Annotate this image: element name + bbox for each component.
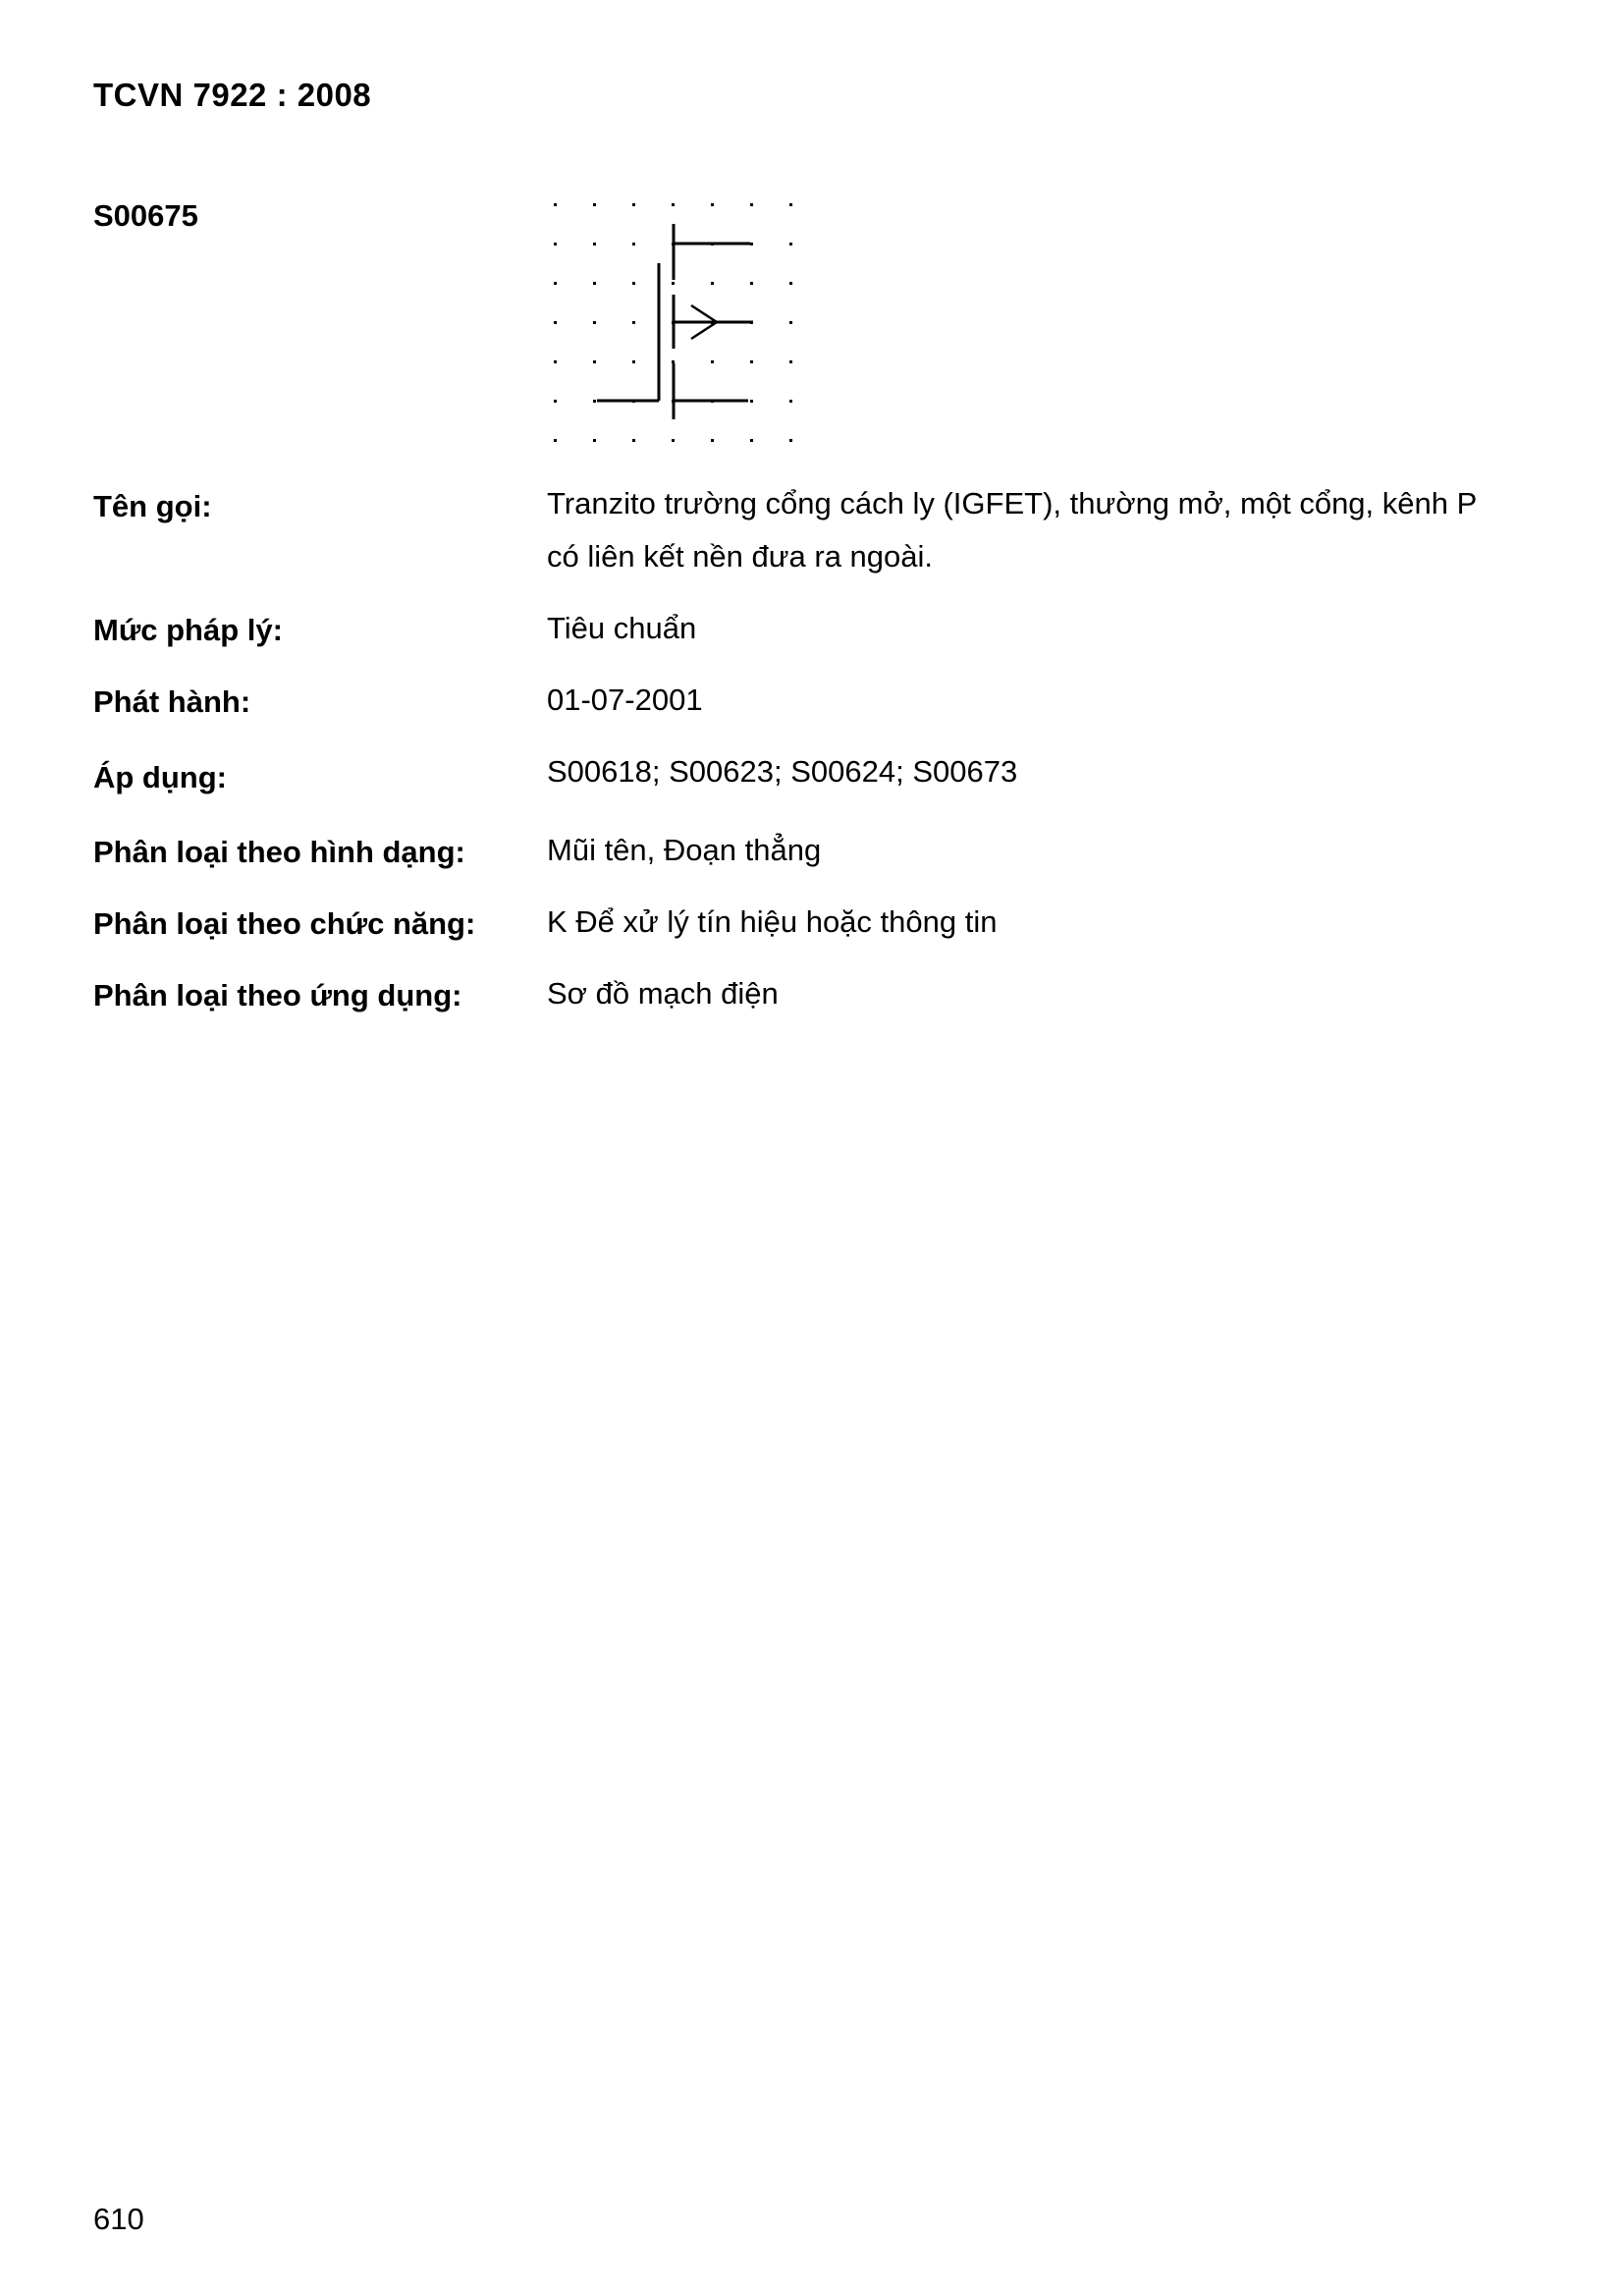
igfet-symbol-icon	[542, 196, 807, 452]
document-header: TCVN 7922 : 2008	[93, 77, 372, 113]
name-label: Tên gọi:	[93, 489, 212, 523]
name-value: Tranzito trường cổng cách ly (IGFET), thường mở, một cổng, kênh P có liên kết nền đưa ra ngoài.	[547, 486, 1477, 574]
application-class-label: Phân loại theo ứng dụng:	[93, 978, 462, 1012]
transistor-lines	[597, 224, 753, 419]
applies-label: Áp dụng:	[93, 760, 228, 794]
application-class-value: Sơ đồ mạch điện	[547, 976, 779, 1011]
function-class-value: K Để xử lý tín hiệu hoặc thông tin	[547, 904, 998, 939]
function-class-label: Phân loại theo chức năng:	[93, 906, 476, 941]
shape-class-label: Phân loại theo hình dạng:	[93, 835, 465, 869]
issued-value: 01-07-2001	[547, 683, 703, 717]
symbol-id: S00675	[93, 198, 198, 233]
page-number: 610	[93, 2202, 144, 2236]
legal-level-value: Tiêu chuẩn	[547, 611, 697, 645]
issued-label: Phát hành:	[93, 684, 251, 719]
applies-value: S00618; S00623; S00624; S00673	[547, 754, 1018, 789]
shape-class-value: Mũi tên, Đoạn thẳng	[547, 833, 822, 867]
legal-level-label: Mức pháp lý:	[93, 613, 283, 647]
